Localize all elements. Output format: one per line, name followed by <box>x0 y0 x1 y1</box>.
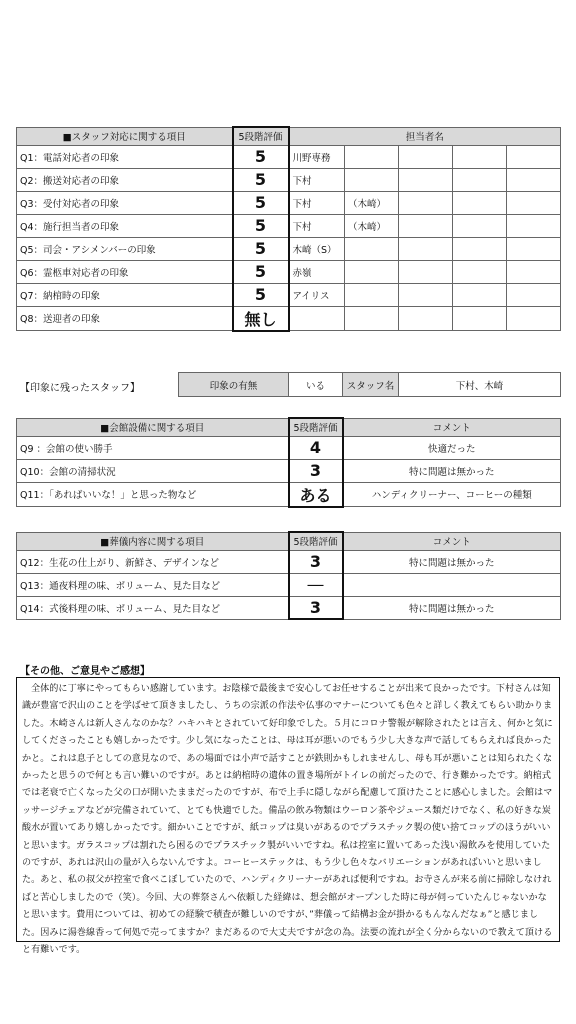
table-row <box>17 283 561 306</box>
staff-name <box>289 306 345 331</box>
header-rating: 5段階評価 <box>289 532 343 550</box>
question-label: Q6：霊柩車対応者の印象 <box>17 260 233 283</box>
staff-name-2 <box>345 283 399 306</box>
staff-name-label: スタッフ名 <box>343 373 399 397</box>
rating-value: 5 <box>233 168 289 191</box>
comment: 特に問題は無かった <box>343 459 561 482</box>
comment: ハンディクリーナー、コーヒーの種類 <box>343 482 561 507</box>
header-item: ■スタッフ対応に関する項目 <box>17 127 233 145</box>
header-item: ■会館設備に関する項目 <box>17 418 289 436</box>
rating-value: 4 <box>289 436 343 459</box>
staff-name-2 <box>345 145 399 168</box>
staff-evaluation-table <box>16 126 561 332</box>
comments-title: 【その他、ご意見やご感想】 <box>20 666 150 677</box>
header-rating: 5段階評価 <box>233 127 289 145</box>
table-row <box>17 145 561 168</box>
table-row <box>17 214 561 237</box>
header-item: ■葬儀内容に関する項目 <box>17 532 289 550</box>
question-label: Q9 ：会館の使い勝手 <box>17 436 289 459</box>
rating-value: 3 <box>289 550 343 573</box>
funeral-evaluation-table <box>16 531 561 620</box>
staff-name-2 <box>345 306 399 331</box>
question-label: Q3：受付対応者の印象 <box>17 191 233 214</box>
table-row <box>17 436 561 459</box>
table-row <box>17 459 561 482</box>
staff-name: アイリス <box>289 283 345 306</box>
table-row <box>17 306 561 331</box>
header-rating: 5段階評価 <box>289 418 343 436</box>
table-row <box>17 550 561 573</box>
staff-name-2: （木崎） <box>345 214 399 237</box>
staff-name: 下村 <box>289 214 345 237</box>
header-comment: コメント <box>343 418 561 436</box>
rating-value: 5 <box>233 260 289 283</box>
header-person: 担当者名 <box>289 127 561 145</box>
impression-label: 【印象に残ったスタッフ】 <box>20 383 140 394</box>
venue-evaluation-table <box>16 417 561 508</box>
question-label: Q11：「あればいいな！」と思った物など <box>17 482 289 507</box>
staff-name-value: 下村、木崎 <box>399 373 561 397</box>
comment <box>343 573 561 596</box>
table-row <box>17 482 561 507</box>
table-row <box>17 168 561 191</box>
table-row <box>17 260 561 283</box>
rating-value: 5 <box>233 283 289 306</box>
staff-name: 下村 <box>289 168 345 191</box>
comment: 特に問題は無かった <box>343 596 561 619</box>
question-label: Q8：送迎者の印象 <box>17 306 233 331</box>
question-label: Q14：式後料理の味、ボリューム、見た目など <box>17 596 289 619</box>
table-row <box>17 596 561 619</box>
staff-name: 下村 <box>289 191 345 214</box>
staff-name: 木崎（S） <box>289 237 345 260</box>
question-label: Q10：会館の清掃状況 <box>17 459 289 482</box>
question-label: Q1：電話対応者の印象 <box>17 145 233 168</box>
staff-name: 赤嶺 <box>289 260 345 283</box>
rating-value: 5 <box>233 191 289 214</box>
question-label: Q12：生花の仕上がり、新鮮さ、デザインなど <box>17 550 289 573</box>
presence-value: いる <box>289 373 343 397</box>
staff-name-2: （木崎） <box>345 191 399 214</box>
table-row <box>17 237 561 260</box>
rating-value: 5 <box>233 214 289 237</box>
staff-name-2 <box>345 168 399 191</box>
rating-value: 3 <box>289 459 343 482</box>
question-label: Q4：施行担当者の印象 <box>17 214 233 237</box>
question-label: Q7：納棺時の印象 <box>17 283 233 306</box>
rating-value: 5 <box>233 145 289 168</box>
rating-value: 5 <box>233 237 289 260</box>
staff-name: 川野専務 <box>289 145 345 168</box>
staff-name-2 <box>345 260 399 283</box>
table-row <box>17 191 561 214</box>
table-row <box>17 573 561 596</box>
rating-value: 3 <box>289 596 343 619</box>
rating-value: ある <box>289 482 343 507</box>
impression-table <box>178 372 561 397</box>
rating-value: ― <box>289 573 343 596</box>
rating-value: 無し <box>233 306 289 331</box>
comment: 特に問題は無かった <box>343 550 561 573</box>
header-comment: コメント <box>343 532 561 550</box>
question-label: Q2：搬送対応者の印象 <box>17 168 233 191</box>
question-label: Q5：司会・アシメンバーの印象 <box>17 237 233 260</box>
comments-body: 全体的に丁寧にやってもらい感謝しています。お陰様で最後まで安心してお任せすることが出来て良かったです。下村さんは知識が豊富で沢山のことを学ばせて頂きましたし、うちの宗派の作法や仏事のマナーについても色々と詳しく教えてもらい助かりました。木崎さんは新人さんなのかな？ハキハキとされていて好印象でした。５月にコロナ警報が解除されたとは言え、何かと気にしてくださったことも嬉しかったです。少し気になったことは、母は耳が悪いのでもう少し大きな声で話してもらえれば良かったかと。これは息子としての意見なので、あの場面では小声で話すことが鉄則かもしれませんし、母も耳が悪いことは知られたくなかったと思うので何とも言い難いのですが。あとは納棺時の遺体の置き場所がトイレの前だったので、行き難かったです。納棺式では老衰で亡くなった父の口が開いたままだったのですが、布で上手に隠しながら配慮して頂けたことに感心しました。会館はマッサージチェアなどが完備されていて、とても快適でした。備品の飲み物類はウーロン茶やジュース類だけでなく、私の好きな炭酸水が置いてあり嬉しかったです。細かいことですが、紙コップは臭いがあるのでプラスチック製の使い捨てコップのほうがいいと思います。ガラスコップは割れたら困るのでプラスチック製がいいですね。私は控室に置いてあった浅い湯飲みを使用していたのですが、あれは沢山の量が入らないんですよ。コーヒーステックは、もう少し色々なバリエーションがあればいいと思いました。あと、私の叔父が控室で食べこぼしていたので、ハンディクリーナーがあれば便利ですね。お寺さんが来る前に掃除しなければと苦心しましたので（笑）。今回、大の葬祭さんへ依頼した経緯は、想会館がオープンした時に母が伺っていたんじゃないかなと思います。費用については、初めての経験で積査が難しいのですが、”葬儀って結構お金が掛かるもんなんだなぁ”と感じました。因みに湯巻線香って何処で売ってますか？まだあるので大丈夫ですが念の為。法要の流れが全く分からないので教えて頂けると有難いです。 <box>16 677 560 942</box>
staff-name-2 <box>345 237 399 260</box>
table-header-row <box>17 127 561 145</box>
comment: 快適だった <box>343 436 561 459</box>
question-label: Q13：通夜料理の味、ボリューム、見た目など <box>17 573 289 596</box>
presence-label: 印象の有無 <box>179 373 289 397</box>
